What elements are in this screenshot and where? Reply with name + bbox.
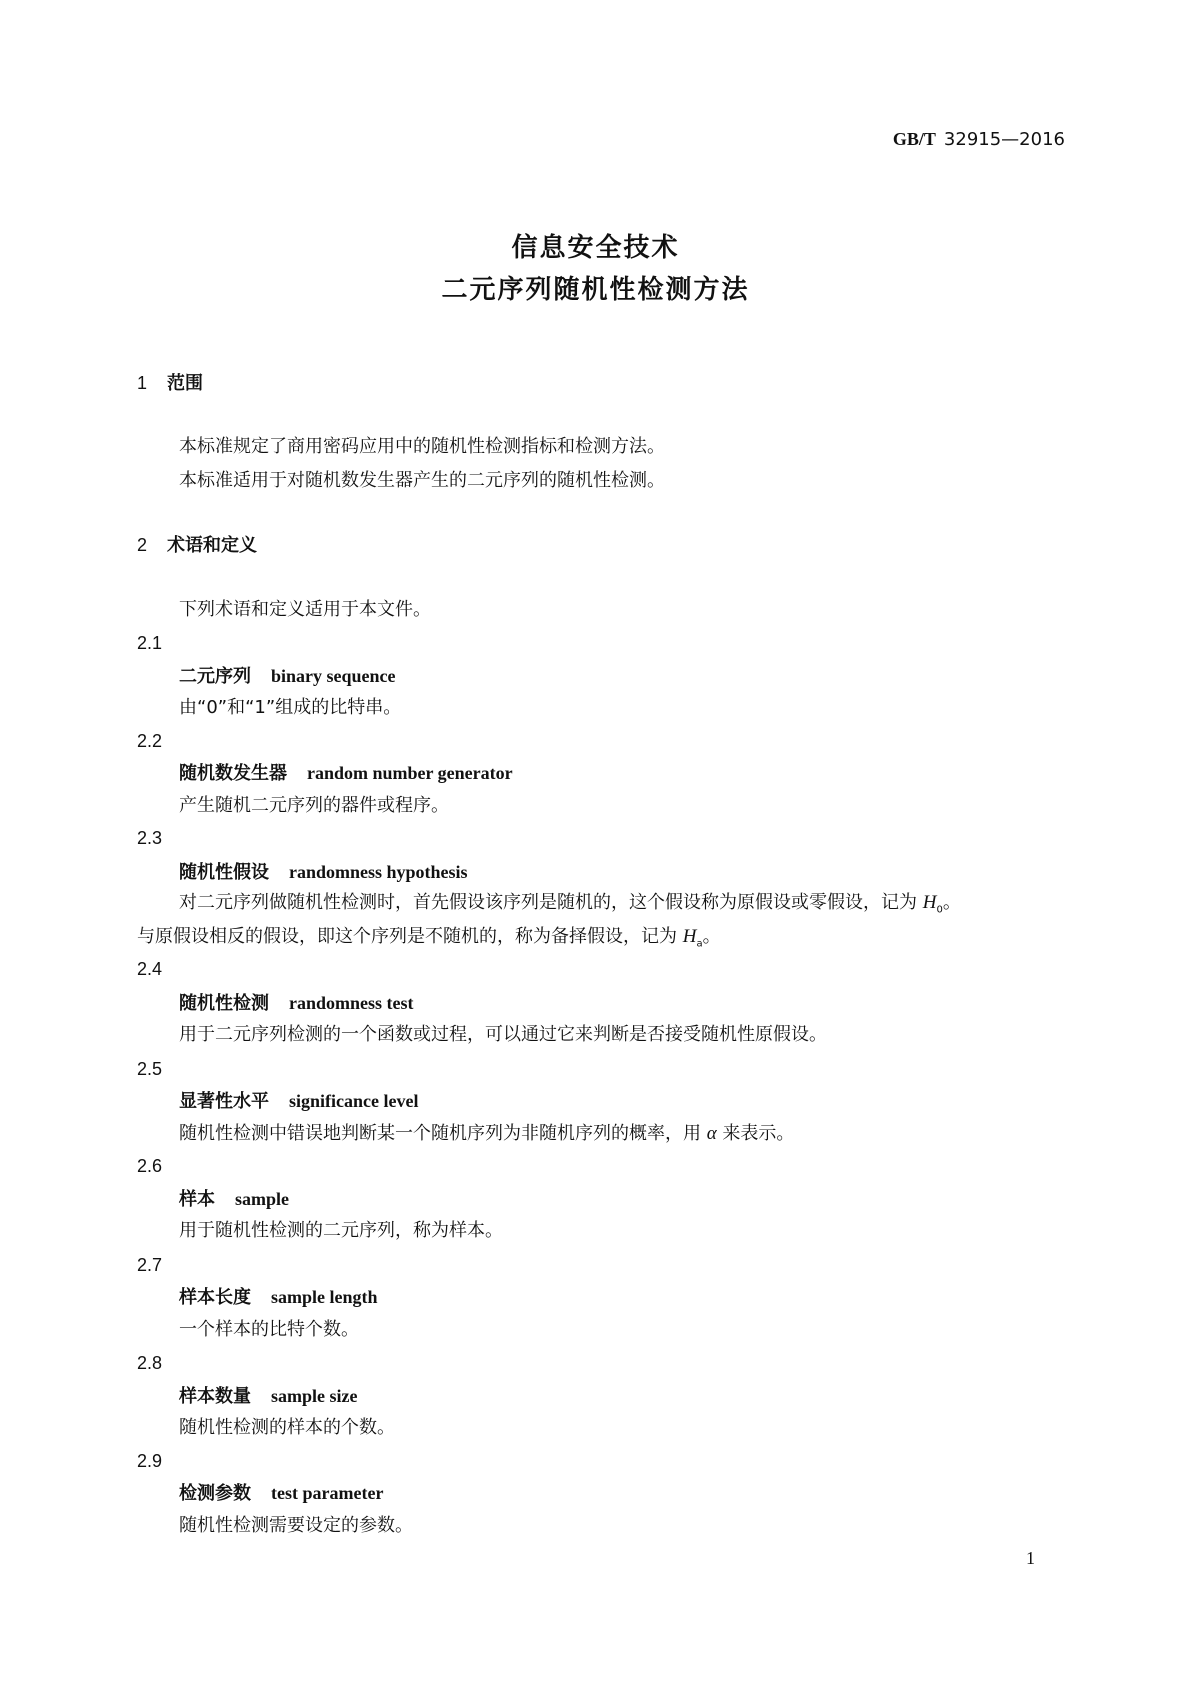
term-definition: 随机性检测需要设定的参数。 <box>179 1515 413 1536</box>
term-en: significance level <box>289 1091 419 1111</box>
paragraph: 本标准适用于对随机数发生器产生的二元序列的随机性检测。 <box>179 470 665 491</box>
term-en: sample size <box>271 1386 358 1406</box>
term-en: sample length <box>271 1287 378 1307</box>
term-zh: 随机数发生器 <box>179 763 287 784</box>
term-number: 2.6 <box>137 1156 163 1176</box>
term-en: random number generator <box>307 763 513 783</box>
term-definition: 由“0”和“1”组成的比特串。 <box>179 697 402 718</box>
term-number: 2.2 <box>137 731 163 751</box>
math-symbol: H <box>922 892 937 913</box>
math-symbol: α <box>706 1123 717 1144</box>
term-en: test parameter <box>271 1483 384 1503</box>
paragraph: 下列术语和定义适用于本文件。 <box>179 599 431 620</box>
math-subscript: a <box>696 938 703 950</box>
standard-number: 32915—2016 <box>943 129 1065 150</box>
document-title-line2: 二元序列随机性检测方法 <box>441 275 750 305</box>
term-zh: 显著性水平 <box>179 1091 269 1112</box>
definition-text: 随机性检测中错误地判断某一个随机序列为非随机序列的概率，用 <box>179 1123 707 1144</box>
term-heading <box>179 762 513 785</box>
term-heading <box>179 1090 418 1113</box>
term-number: 2.9 <box>137 1451 163 1471</box>
term-heading <box>179 1385 357 1408</box>
section-title: 范围 <box>167 373 204 394</box>
term-zh: 随机性假设 <box>179 862 269 883</box>
term-definition: 产生随机二元序列的器件或程序。 <box>179 795 449 816</box>
term-heading <box>179 1188 289 1211</box>
math-symbol: H <box>682 926 697 947</box>
term-definition: 用于二元序列检测的一个函数或过程，可以通过它来判断是否接受随机性原假设。 <box>179 1024 827 1045</box>
term-zh: 随机性检测 <box>179 993 269 1014</box>
term-en: binary sequence <box>271 666 396 686</box>
section-heading <box>137 372 203 395</box>
term-heading <box>179 861 468 884</box>
section-heading <box>137 534 257 557</box>
term-number: 2.8 <box>137 1353 163 1373</box>
section-title: 术语和定义 <box>167 535 258 556</box>
term-en: sample <box>235 1189 289 1209</box>
term-heading <box>179 992 414 1015</box>
definition-text: 来表示。 <box>716 1123 795 1144</box>
definition-text: 对二元序列做随机性检测时，首先假设该序列是随机的，这个假设称为原假设或零假设，记为 <box>179 892 923 913</box>
term-zh: 样本数量 <box>179 1386 251 1407</box>
paragraph: 本标准规定了商用密码应用中的随机性检测指标和检测方法。 <box>179 436 665 457</box>
term-number: 2.7 <box>137 1255 163 1275</box>
standard-code: GB/T <box>892 129 936 149</box>
term-zh: 检测参数 <box>179 1483 251 1504</box>
term-definition <box>137 926 721 956</box>
term-en: randomness hypothesis <box>289 862 468 882</box>
definition-text: 与原假设相反的假设，即这个序列是不随机的，称为备择假设，记为 <box>137 926 683 947</box>
punctuation: 。 <box>702 926 721 947</box>
term-definition <box>179 892 961 922</box>
term-definition <box>179 1123 794 1145</box>
math-subscript: 0 <box>936 904 943 916</box>
term-number: 2.1 <box>137 633 163 653</box>
punctuation: 。 <box>942 892 961 913</box>
term-heading <box>179 665 396 688</box>
term-en: randomness test <box>289 993 414 1013</box>
term-heading <box>179 1482 383 1505</box>
section-number: 1 <box>137 373 148 393</box>
term-number: 2.5 <box>137 1059 163 1079</box>
term-definition: 用于随机性检测的二元序列，称为样本。 <box>179 1220 503 1241</box>
term-zh: 样本 <box>179 1189 215 1210</box>
term-zh: 样本长度 <box>179 1287 251 1308</box>
document-title-line1: 信息安全技术 <box>511 233 680 263</box>
standard-header <box>893 128 1065 151</box>
term-number: 2.4 <box>137 959 163 979</box>
term-zh: 二元序列 <box>179 666 251 687</box>
section-number: 2 <box>137 535 148 555</box>
term-number: 2.3 <box>137 828 163 848</box>
term-definition: 随机性检测的样本的个数。 <box>179 1417 395 1438</box>
term-heading <box>179 1286 378 1309</box>
term-definition: 一个样本的比特个数。 <box>179 1319 359 1340</box>
page-number: 1 <box>1026 1548 1035 1568</box>
